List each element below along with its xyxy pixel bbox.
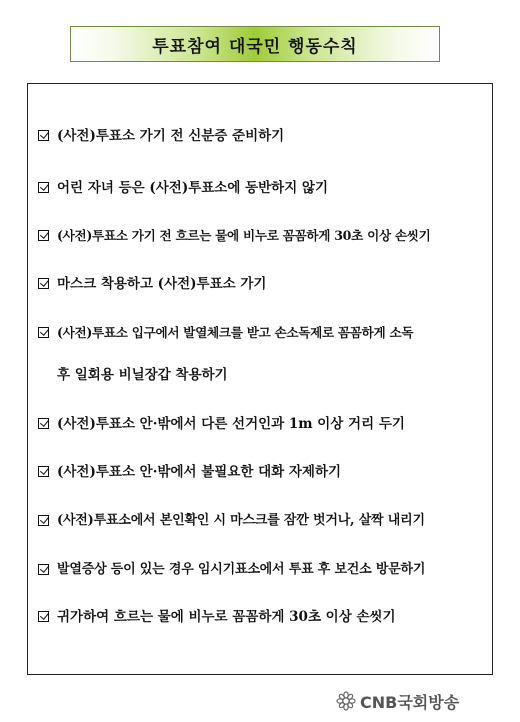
footer-logo [336,690,459,712]
sunflower-emblem-icon [336,691,356,711]
checkbox-icon [38,130,49,141]
list-item-text: (사전)투표소 안·밖에서 다른 선거인과 1m 이상 거리 두기 [57,416,405,432]
title-banner [70,26,440,62]
list-item-text: (사전)투표소 가기 전 신분증 준비하기 [57,128,285,144]
list-item [38,560,490,580]
checkbox-icon [38,278,49,289]
list-item [38,274,490,294]
list-item-text: 마스크 착용하고 (사전)투표소 가기 [57,276,267,292]
list-item-text: (사전)투표소 가기 전 흐르는 물에 비누로 꼼꼼하게 30초 이상 손씻기 [57,228,431,243]
list-item [38,414,490,434]
list-item-text: (사전)투표소 입구에서 발열체크를 받고 손소독제로 꼼꼼하게 소독 [57,325,414,340]
list-item-text: 발열증상 등이 있는 경우 임시기표소에서 투표 후 보건소 방문하기 [57,562,426,577]
list-item [38,462,490,482]
list-item-text: (사전)투표소 안·밖에서 불필요한 대화 자제하기 [57,464,342,480]
list-item-text: 어린 자녀 등은 (사전)투표소에 동반하지 않기 [57,180,329,196]
checkbox-icon [38,230,49,241]
list-item [38,126,490,146]
checkbox-icon [38,418,49,429]
list-item [38,323,490,343]
list-item [38,226,490,246]
checkbox-icon [38,182,49,193]
footer-logo-text: CNB국회방송 [360,692,460,712]
checkbox-icon [38,515,49,526]
checkbox-icon [38,327,49,338]
list-item [38,178,490,198]
checkbox-icon [38,564,49,575]
list-item [38,607,490,627]
list-item-continuation: 후 일회용 비닐장갑 착용하기 [57,367,228,383]
list-item [38,511,490,531]
list-item-text: (사전)투표소에서 본인확인 시 마스크를 잠깐 벗거나, 살짝 내리기 [57,513,425,528]
page-title: 투표참여 대국민 행동수칙 [152,36,358,57]
list-item-text: 귀가하여 흐르는 물에 비누로 꼼꼼하게 30초 이상 손씻기 [57,609,396,625]
checkbox-icon [38,466,49,477]
checkbox-icon [38,611,49,622]
